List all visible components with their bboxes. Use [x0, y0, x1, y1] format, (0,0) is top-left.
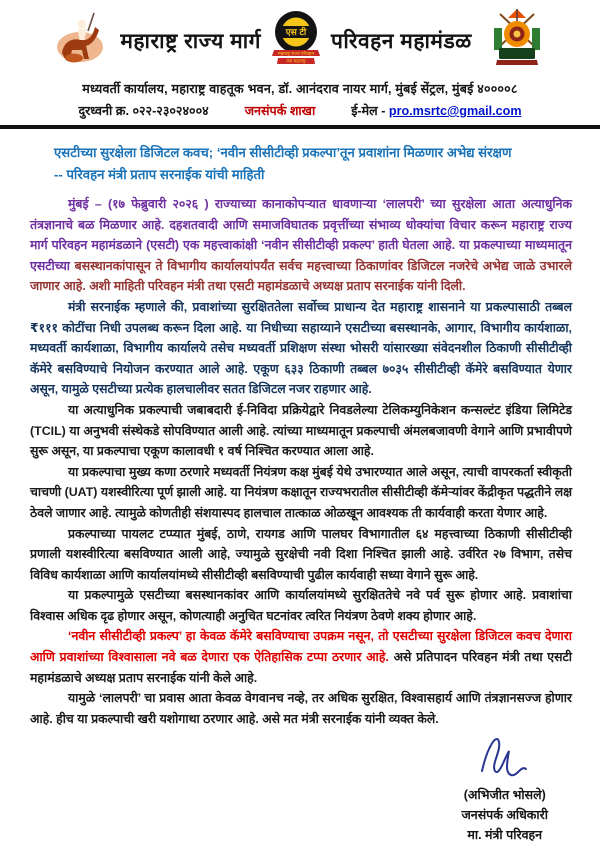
- paragraph-2: मंत्री सरनाईक म्हणाले की, प्रवाशांच्या सुरक्षिततेला सर्वोच्च प्राधान्य देत महाराष्ट्र शासनाने या प्रकल्पासाठी तब्बल ₹१११ कोटींचा निधी उपलब्ध करून दिला आहे. या निधीच्या सहाय्याने एसटीच्या बसस्थानके, आगार, विभागीय कार्यशाळा, मध्यवर्ती कार्यशाळा, विभागीय कार्यालये तसेच मध्यवर्ती प्रशिक्षण संस्था भोसरी यांसारख्या संवेदनशील ठिकाणी सीसीटीव्ही कॅमेरे बसविण्याचे नियोजन करण्यात आले आहे. एकूण ६३३ ठिकाणी तब्बल ७०३५ सीसीटीव्ही कॅमेरे बसविण्यात येणार असून, यामुळे एसटीच्या प्रत्येक हालचालीवर सतत डिजिटल नजर राहणार आहे.: [30, 299, 572, 397]
- equestrian-logo-icon: [52, 11, 108, 70]
- header-divider: [0, 125, 600, 129]
- paragraph-3: या अत्याधुनिक प्रकल्पाची जबाबदारी ई-निविदा प्रक्रियेद्वारे निवडलेल्या टेलिकम्युनिकेशन कन्सल्टंट इंडिया लिमिटेड (TCIL) या अनुभवी संस्थेकडे सोपविण्यात आली आहे. त्यांच्या माध्यमातून प्रकल्पाची अंमलबजावणी वेगाने आणि प्रभावीपणे सुरू असून, या प्रकल्पाचा एकूण कालावधी १ वर्ष निश्चित करण्यात आला आहे.: [30, 402, 572, 459]
- paragraph-6: या प्रकल्पामुळे एसटीच्या बसस्थानकांवर आणि कार्यालयांमध्ये सुरक्षिततेचे नवे पर्व सुरू होणार आहे. प्रवाशांचा विश्वास अधिक दृढ होणार असून, कोणत्याही अनुचित घटनांवर त्वरित नियंत्रण ठेवणे शक्य होणार आहे.: [30, 588, 572, 623]
- paragraph-1-tail: बसस्थानकांपासून ते विभागीय कार्यालयांपर्यंत सर्वच महत्त्वाच्या ठिकाणांवर डिजिटल नजरेचे अभेद्य जाळे उभारले जाणार आहे. अशी माहिती परिवहन मंत्री तथा एसटी महामंडळाचे अध्यक्ष प्रताप सरनाईक यांनी दिली.: [30, 258, 572, 294]
- signature-block: [462, 731, 549, 845]
- paragraph-8: यामुळे ‘लालपरी’ चा प्रवास आता केवळ वेगवानच नव्हे, तर अधिक सुरक्षित, विश्वासहार्य आणि तंत्रज्ञानसज्ज होणार आहे. हीच या प्रकल्पाची खरी यशोगाथा ठरणार आहे. असे मत मंत्री सरनाईक यांनी व्यक्त केले.: [30, 691, 572, 726]
- letterhead: [0, 0, 600, 129]
- paragraph-1-lead: मुंबई – (१७ फेब्रुवारी २०२६ ) राज्याच्या कानाकोपऱ्यात धावणाऱ्या ‘लालपरी’ च्या सुरक्षेला आता अत्याधुनिक तंत्रज्ञानाचे बळ मिळणार आहे. दहशतवादी आणि समाजविघातक प्रवृत्तींच्या संभाव्य धोक्यांचा विचार करून महाराष्ट्र राज्य मार्ग परिवहन महामंडळाने (एसटी) एक महत्त्वाकांक्षी ‘नवीन सीसीटीव्ही प्रकल्प’ हाती घेतला आहे. या प्रकल्पाच्या माध्यमातून एसटीच्या: [30, 197, 572, 273]
- email-label: ई-मेल -: [351, 104, 386, 118]
- paragraph-7-tail: असे प्रतिपादन परिवहन मंत्री तथा एसटी महामंडळाचे अध्यक्ष प्रताप सरनाईक यांनी केले आहे.: [30, 650, 572, 685]
- signatory-name: (अभिजीत भोसले): [463, 788, 546, 803]
- svg-text:जय महाराष्ट्र: जय महाराष्ट्र: [286, 58, 306, 64]
- contact-row: [0, 102, 600, 119]
- paragraph-1: [30, 194, 572, 297]
- press-release-body: [30, 194, 572, 729]
- email-group: [351, 102, 521, 119]
- paragraph-7: [30, 626, 572, 688]
- paragraph-4: या प्रकल्पाचा मुख्य कणा ठरणारे मध्यवर्ती नियंत्रण कक्ष मुंबई येथे उभारण्यात आले असून, त्याची वापरकर्ता स्वीकृती चाचणी (UAT) यशस्वीरित्या पूर्ण झाली आहे. या नियंत्रण कक्षातून राज्यभरातील सीसीटीव्ही कॅमेऱ्यांवर केंद्रीकृत पद्धतीने लक्ष ठेवले जाणार आहे. त्यामुळे कोणतीही संशयास्पद हालचाल तात्काळ ओळखून आवश्यक ती कार्यवाही करता येणार आहे.: [30, 464, 572, 520]
- signatory-role: जनसंपर्क अधिकारी: [461, 808, 548, 823]
- headline-line2: -- परिवहन मंत्री प्रताप सरनाईक यांची माहिती: [54, 167, 265, 182]
- email-link[interactable]: pro.msrtc@gmail.com: [388, 104, 522, 118]
- branch-name: जनसंपर्क शाखा: [244, 104, 316, 118]
- paragraph-5: प्रकल्पाच्या पायलट टप्प्यात मुंबई, ठाणे, रायगड आणि पालघर विभागातील ६४ महत्त्वाच्या ठिकाणी सीसीटीव्ही प्रणाली यशस्वीरित्या बसविण्यात आली आहे, ज्यामुळे सुरक्षेची नवी दिशा निश्चित झाली आहे. उर्वरित २७ विभाग, तसेच विविध कार्यशाळा आणि कार्यालयांमध्ये सीसीटीव्ही बसविण्याची पुढील कार्यवाही सध्या वेगाने सुरू आहे.: [30, 526, 572, 582]
- royal-emblem-icon: [486, 8, 548, 73]
- headline-line1: एसटीच्या सुरक्षेला डिजिटल कवच; ‘नवीन सीसीटीव्ही प्रकल्पा’तून प्रवाशांना मिळणार अभेद्य संरक्षण: [54, 145, 512, 160]
- phone-number: दुरध्वनी क्र. ०२२-२३०२४००४: [78, 104, 209, 118]
- svg-text:महाराष्ट्र राज्य परिवहन: महाराष्ट्र राज्य परिवहन: [277, 51, 315, 56]
- signature-icon: [476, 731, 534, 783]
- signatory-department: मा. मंत्री परिवहन: [467, 828, 543, 843]
- st-logo-icon: [269, 9, 323, 72]
- office-address: मध्यवर्ती कार्यालय, महाराष्ट्र वाहतूक भवन, डॉ. आनंदराव नायर मार्ग, मुंबई सेंट्रल, मुंबई ४००००८: [82, 82, 518, 96]
- org-name-left: महाराष्ट्र राज्य मार्ग: [120, 29, 261, 53]
- org-title-row: [0, 8, 600, 73]
- headline-block: [54, 142, 574, 185]
- org-name-right: परिवहन महामंडळ: [330, 29, 472, 53]
- svg-text:एस टी: एस टी: [285, 27, 307, 37]
- paragraph-7-highlight: ‘नवीन सीसीटीव्ही प्रकल्प’ हा केवळ कॅमेरे बसविण्याचा उपक्रम नसून, तो एसटीच्या सुरक्षेला डिजिटल कवच देणारा आणि प्रवाशांच्या विश्वासाला नवे बळ देणारा एक ऐतिहासिक टप्पा ठरणार आहे.: [30, 629, 572, 665]
